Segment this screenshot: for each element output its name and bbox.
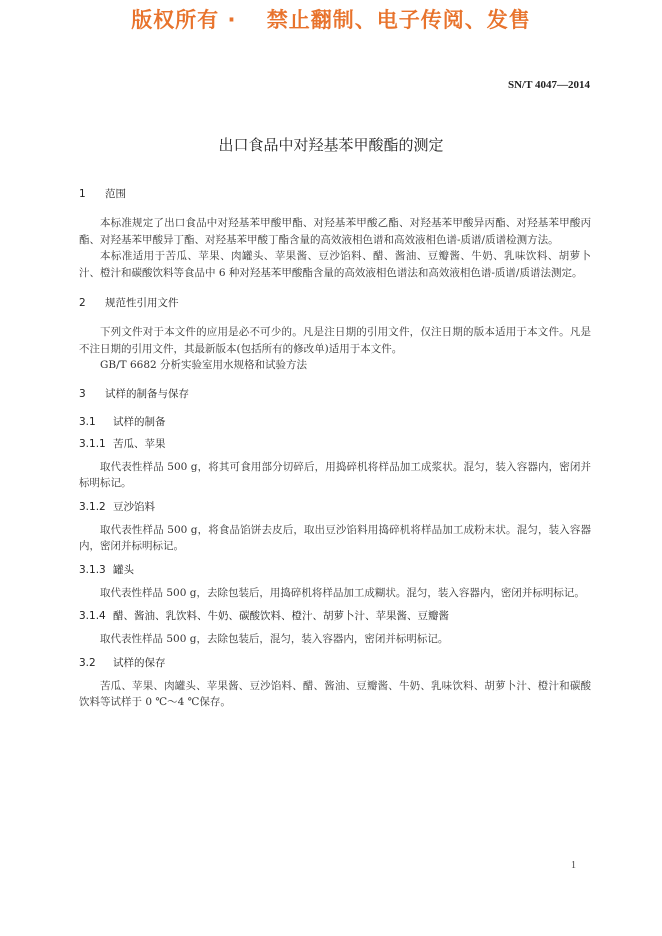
paragraph: 下列文件对于本文件的应用是必不可少的。凡是注日期的引用文件，仅注日期的版本适用于本文件。凡是不注日期的引用文件，其最新版本(包括所有的修改单)适用于本文件。 bbox=[79, 326, 591, 355]
paragraph: 本标准适用于苦瓜、苹果、肉罐头、苹果酱、豆沙馅料、醋、酱油、豆瓣酱、牛奶、乳味饮料、胡萝卜汁、橙汁和碳酸饮料等食品中 6 种对羟基苯甲酸酯含量的高效液相色谱法和高效液相色谱-质谱/质谱法测定。 bbox=[79, 250, 591, 279]
section-title: 规范性引用文件 bbox=[105, 297, 179, 309]
subsection-number: 3.1.1 bbox=[79, 437, 106, 450]
section-heading bbox=[79, 386, 591, 402]
paragraph: 本标准规定了出口食品中对羟基苯甲酸甲酯、对羟基苯甲酸乙酯、对羟基苯甲酸异丙酯、对羟基苯甲酸丙酯、对羟基苯甲酸异丁酯、对羟基苯甲酸丁酯含量的高效液相色谱和高效液相色谱-质谱/质谱检测方法。 bbox=[79, 217, 591, 246]
subsection-title: 罐头 bbox=[113, 563, 134, 576]
section-number: 2 bbox=[79, 297, 86, 309]
subsection-heading bbox=[79, 655, 591, 671]
subsection-heading bbox=[79, 436, 591, 452]
subsection-number: 3.1.3 bbox=[79, 563, 106, 576]
subsection-number: 3.1.4 bbox=[79, 610, 106, 622]
paragraph: 取代表性样品 500 g，去除包装后，混匀，装入容器内，密闭并标明标记。 bbox=[100, 633, 449, 645]
subsection-title: 试样的制备 bbox=[113, 415, 166, 428]
subsection-title: 试样的保存 bbox=[113, 656, 166, 669]
section-number: 1 bbox=[79, 188, 86, 200]
normative-reference: GB/T 6682 分析实验室用水规格和试验方法 bbox=[100, 359, 308, 371]
subsection-number: 3.1.2 bbox=[79, 500, 106, 513]
subsection-number: 3.1 bbox=[79, 415, 96, 428]
subsection-heading bbox=[79, 562, 591, 578]
paragraph: 取代表性样品 500 g，去除包装后，用捣碎机将样品加工成糊状。混匀，装入容器内，密闭并标明标记。 bbox=[100, 586, 585, 599]
subsection-title: 豆沙馅料 bbox=[113, 500, 155, 513]
standard-code: SN/T 4047—2014 bbox=[507, 79, 590, 91]
document-body bbox=[79, 186, 591, 711]
section-heading bbox=[79, 295, 591, 311]
copyright-banner: 版权所有 · 禁止翻制、电子传阅、发售 bbox=[131, 8, 531, 32]
subsection-number: 3.2 bbox=[79, 656, 96, 669]
subsection-title: 醋、酱油、乳饮料、牛奶、碳酸饮料、橙汁、胡萝卜汁、苹果酱、豆瓣酱 bbox=[113, 610, 449, 622]
paragraph: 取代表性样品 500 g，将食品馅饼去皮后，取出豆沙馅料用捣碎机将样品加工成粉末状。混匀，装入容器内，密闭并标明标记。 bbox=[79, 523, 591, 552]
page-number: 1 bbox=[571, 860, 576, 871]
section-heading bbox=[79, 186, 591, 202]
paragraph: 苦瓜、苹果、肉罐头、苹果酱、豆沙馅料、醋、酱油、豆瓣酱、牛奶、乳味饮料、胡萝卜汁、橙汁和碳酸饮料等试样于 0 ℃～4 ℃保存。 bbox=[79, 679, 591, 708]
subsection-heading bbox=[79, 499, 591, 515]
document-title: 出口食品中对羟基苯甲酸酯的测定 bbox=[218, 136, 444, 154]
paragraph: 取代表性样品 500 g，将其可食用部分切碎后，用捣碎机将样品加工成浆状。混匀，装入容器内，密闭并标明标记。 bbox=[79, 460, 591, 489]
subsection-heading bbox=[79, 608, 591, 624]
section-number: 3 bbox=[79, 387, 86, 400]
section-title: 试样的制备与保存 bbox=[105, 387, 189, 400]
section-title: 范围 bbox=[105, 188, 126, 200]
subsection-title: 苦瓜、苹果 bbox=[113, 437, 166, 450]
subsection-heading bbox=[79, 414, 591, 430]
